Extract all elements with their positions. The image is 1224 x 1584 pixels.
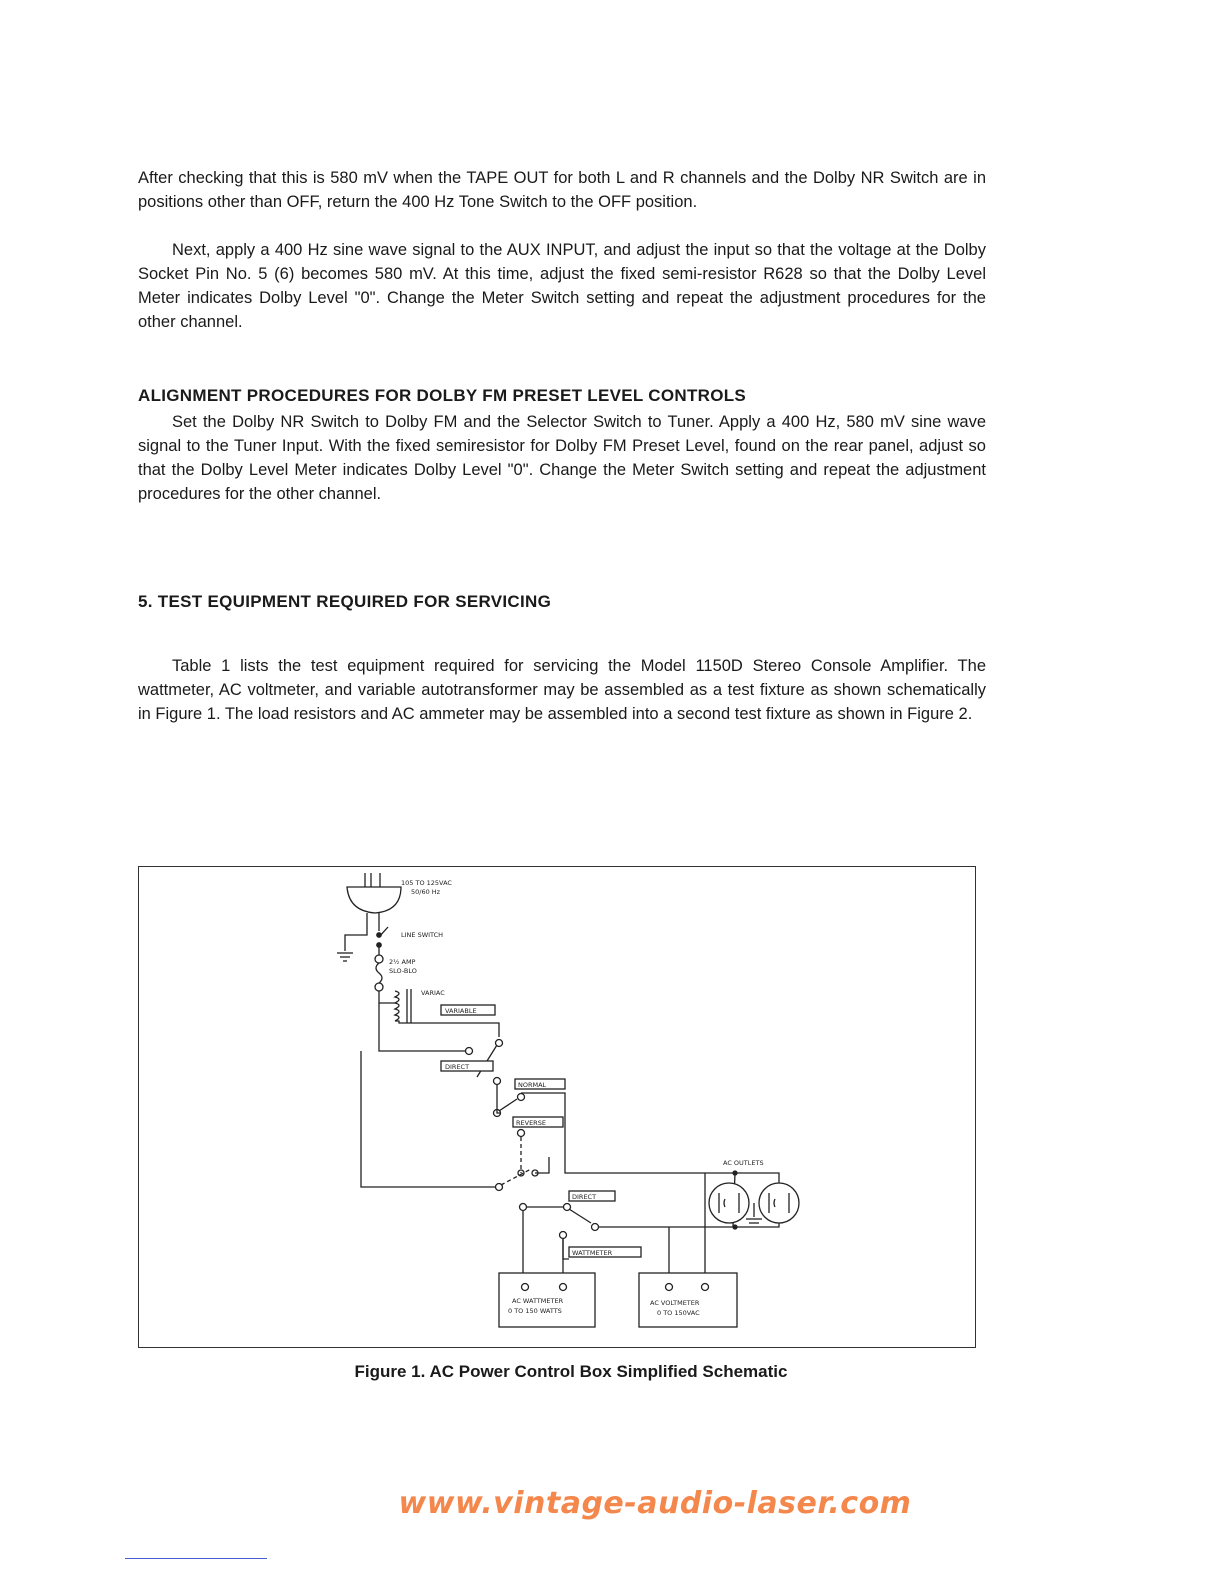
footer-rule: [125, 1558, 267, 1559]
label-normal: NORMAL: [518, 1081, 547, 1089]
label-supply-frequency: 50/60 Hz: [411, 888, 441, 896]
label-fuse-rating: 2½ AMP: [389, 958, 416, 966]
paragraph-aux-input-adjust: Next, apply a 400 Hz sine wave signal to the AUX INPUT, and adjust the input so that the voltage at the Dolby Socket Pin No. 5 (6) becomes 580 mV. At this time, adjust the fixed semi-resistor R628 so that the Dolby Level Meter indicates Dolby Level "0". Change the Meter Switch setting and repeat the adjustment procedures for the other channel.: [138, 241, 986, 331]
ac-outlet-icon: [709, 1183, 749, 1223]
paragraph-dolby-fm-preset: Set the Dolby NR Switch to Dolby FM and the Selector Switch to Tuner. Apply a 400 Hz, 580 mV sine wave signal to the Tuner Input. With the fixed semiresistor for Dolby FM Preset Level, found on the rear panel, adjust so that the Dolby Level Meter indicates Dolby Level "0". Change the Meter Switch setting and repeat the adjustment procedures for the other channel.: [138, 413, 986, 503]
variac-icon: [395, 989, 411, 1023]
label-supply-voltage: 105 TO 125VAC: [401, 879, 452, 887]
label-line-switch: LINE SWITCH: [401, 931, 444, 939]
ac-outlet-icon: [759, 1183, 799, 1223]
label-wattmeter: WATTMETER: [572, 1249, 613, 1257]
label-ac-outlets: AC OUTLETS: [723, 1159, 764, 1167]
ground-icon: [746, 1219, 762, 1223]
label-variac: VARIAC: [421, 989, 445, 997]
paragraph-table-1-intro: Table 1 lists the test equipment required for servicing the Model 1150D Stereo Console Amplifier. The wattmeter, AC voltmeter, and variable autotransformer may be assembled as a test fixture as shown schematically in Figure 1. The load resistors and AC ammeter may be assembled into a second test fixture as shown in Figure 2.: [138, 657, 986, 723]
label-ac-wattmeter: AC WATTMETER: [512, 1297, 564, 1305]
watermark-url: www.vintage-audio-laser.com: [398, 1486, 912, 1521]
ac-plug-icon: [347, 873, 401, 913]
heading-alignment-procedures: ALIGNMENT PROCEDURES FOR DOLBY FM PRESET LEVEL CONTROLS: [138, 386, 747, 405]
label-ac-voltmeter: AC VOLTMETER: [650, 1299, 700, 1307]
figure-1-schematic: [138, 866, 976, 1348]
ground-icon: [337, 953, 353, 961]
schematic-diagram: [139, 867, 975, 1347]
heading-test-equipment: 5. TEST EQUIPMENT REQUIRED FOR SERVICING: [138, 592, 552, 611]
label-variable: VARIABLE: [445, 1007, 477, 1015]
paragraph-tape-out-check: After checking that this is 580 mV when the TAPE OUT for both L and R channels and the Dolby NR Switch are in positions other than OFF, return the 400 Hz Tone Switch to the OFF position.: [138, 169, 986, 211]
label-voltmeter-range: 0 TO 150VAC: [657, 1309, 700, 1317]
label-reverse: REVERSE: [516, 1119, 546, 1127]
label-fuse-type: SLO-BLO: [389, 967, 417, 975]
figure-1-caption: Figure 1. AC Power Control Box Simplified Schematic: [354, 1362, 788, 1381]
label-direct-1: DIRECT: [445, 1063, 470, 1071]
label-direct-2: DIRECT: [572, 1193, 597, 1201]
label-wattmeter-range: 0 TO 150 WATTS: [508, 1307, 562, 1315]
